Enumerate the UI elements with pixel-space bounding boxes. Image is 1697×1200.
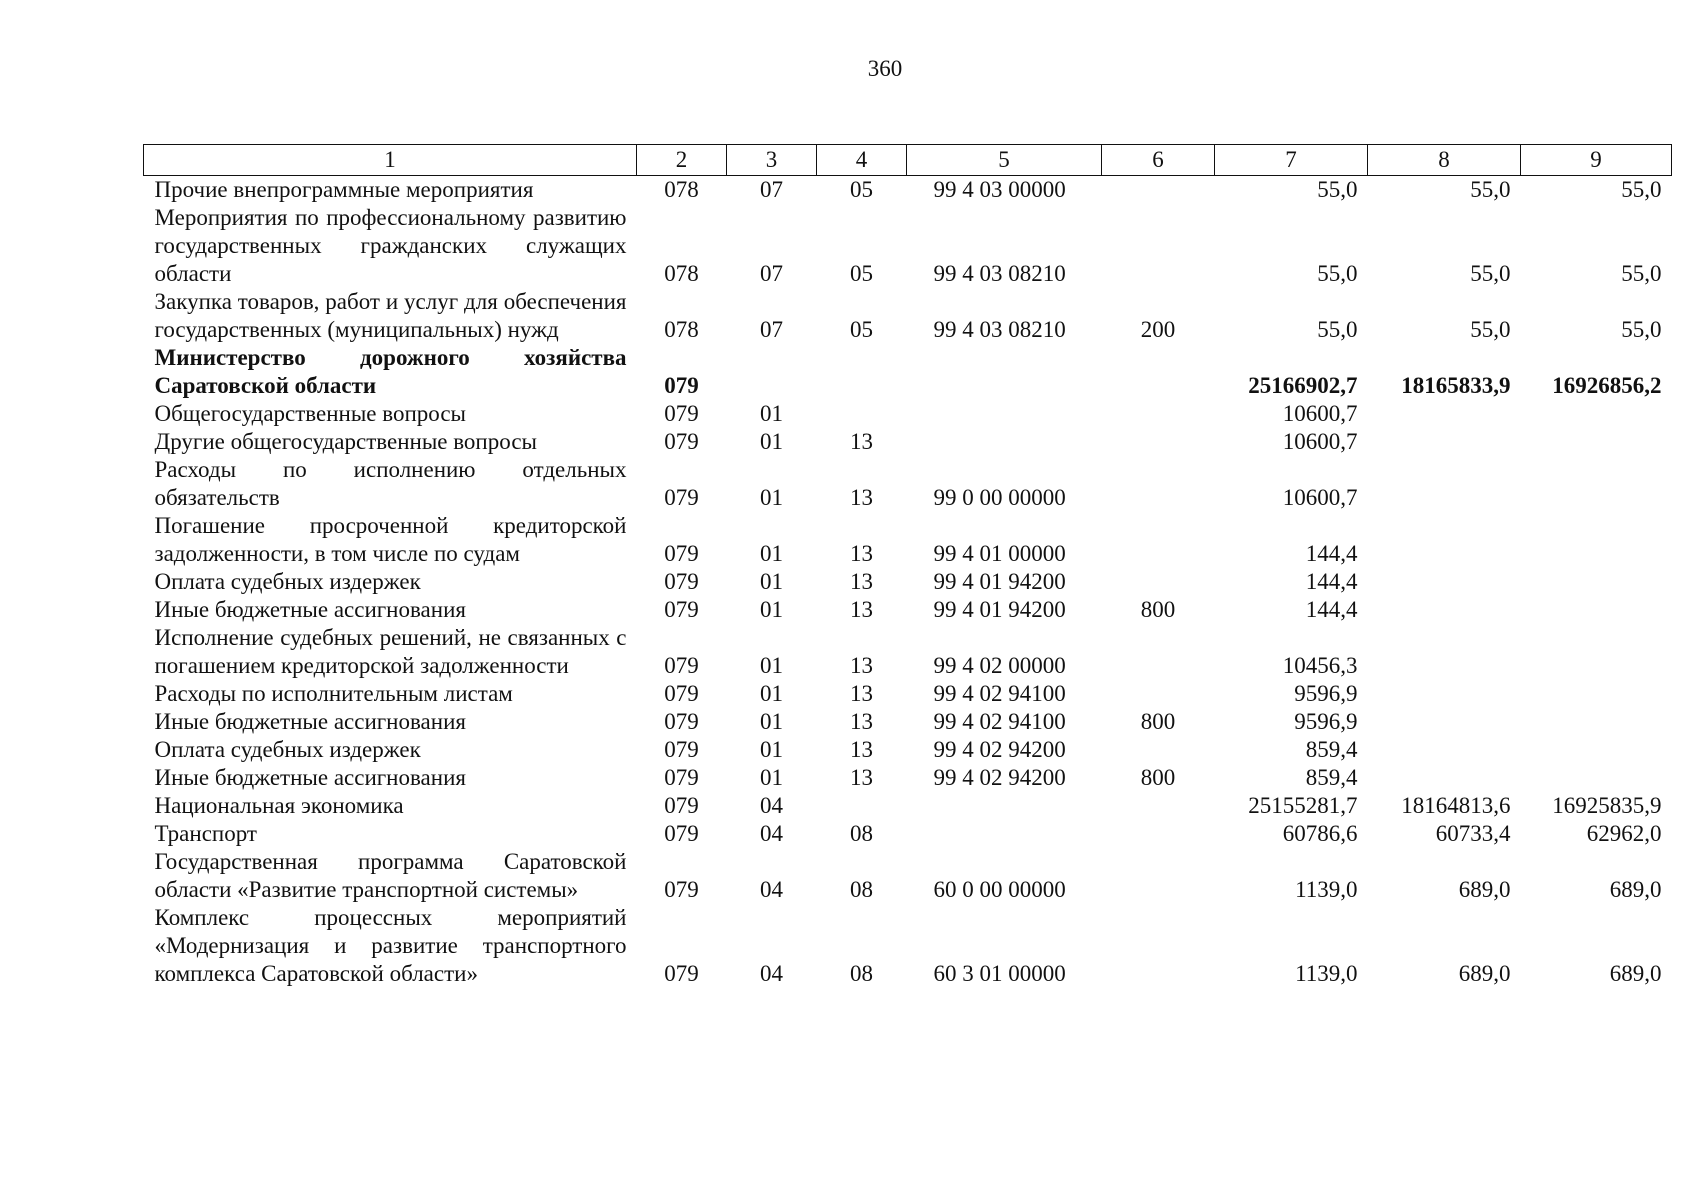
expense-type-code <box>1102 176 1215 205</box>
expense-type-code <box>1102 624 1215 680</box>
section-code: 01 <box>760 429 783 454</box>
row-name: Министерство дорожного хозяйства Саратовской области <box>154 345 627 398</box>
section-code: 01 <box>760 709 783 734</box>
section-code: 01 <box>760 737 783 762</box>
expense-type-code <box>1102 400 1215 428</box>
amount-year-3 <box>1521 708 1672 736</box>
row-name: Оплата судебных издержек <box>154 569 421 594</box>
amount-year-1: 859,4 <box>1305 765 1358 790</box>
column-header-9: 9 <box>1521 145 1672 176</box>
section-code: 04 <box>760 877 783 902</box>
amount-year-1: 144,4 <box>1305 597 1358 622</box>
column-header-4: 4 <box>817 145 907 176</box>
subsection-code: 13 <box>850 541 873 566</box>
chapter-code: 079 <box>664 821 699 846</box>
amount-year-2 <box>1368 400 1521 428</box>
target-article-code <box>907 820 1102 848</box>
expense-type-code <box>1102 428 1215 456</box>
amount-year-2 <box>1368 736 1521 764</box>
table-row <box>144 736 1672 764</box>
amount-year-1: 55,0 <box>1317 317 1358 342</box>
target-article-code: 99 4 03 00000 <box>933 177 1066 202</box>
amount-year-3: 62962,0 <box>1586 821 1662 846</box>
row-name: Транспорт <box>154 821 257 846</box>
target-article-code: 60 3 01 00000 <box>933 961 1066 986</box>
row-name: Другие общегосударственные вопросы <box>154 429 537 454</box>
amount-year-1: 10600,7 <box>1282 401 1358 426</box>
target-article-code <box>907 344 1102 400</box>
subsection-code: 13 <box>850 597 873 622</box>
table-row <box>144 176 1672 205</box>
section-code: 04 <box>760 793 783 818</box>
table-row <box>144 820 1672 848</box>
budget-table <box>143 144 1672 988</box>
table-row <box>144 204 1672 288</box>
amount-year-2 <box>1368 708 1521 736</box>
amount-year-1: 25155281,7 <box>1248 793 1358 818</box>
amount-year-3 <box>1521 596 1672 624</box>
subsection-code: 13 <box>850 569 873 594</box>
target-article-code: 99 0 00 00000 <box>933 485 1066 510</box>
target-article-code: 99 4 03 08210 <box>933 261 1066 286</box>
target-article-code: 99 4 02 94200 <box>933 737 1066 762</box>
target-article-code: 99 4 02 94100 <box>933 681 1066 706</box>
chapter-code: 079 <box>664 737 699 762</box>
subsection-code: 13 <box>850 653 873 678</box>
subsection-code: 08 <box>850 877 873 902</box>
amount-year-1: 859,4 <box>1305 737 1358 762</box>
amount-year-3 <box>1521 568 1672 596</box>
row-name: Прочие внепрограммные мероприятия <box>154 177 534 202</box>
chapter-code: 078 <box>664 317 699 342</box>
chapter-code: 079 <box>664 793 699 818</box>
amount-year-2: 55,0 <box>1470 261 1511 286</box>
row-name: Общегосударственные вопросы <box>154 401 466 426</box>
amount-year-2: 55,0 <box>1470 317 1511 342</box>
chapter-code: 079 <box>664 961 699 986</box>
table-row <box>144 596 1672 624</box>
subsection-code: 08 <box>850 821 873 846</box>
table-row <box>144 568 1672 596</box>
amount-year-1: 1139,0 <box>1295 961 1358 986</box>
amount-year-1: 1139,0 <box>1295 877 1358 902</box>
subsection-code: 13 <box>850 485 873 510</box>
target-article-code: 99 4 01 94200 <box>933 569 1066 594</box>
target-article-code <box>907 428 1102 456</box>
amount-year-3: 16925835,9 <box>1552 793 1662 818</box>
amount-year-1: 10600,7 <box>1282 429 1358 454</box>
table-row <box>144 708 1672 736</box>
amount-year-3 <box>1521 680 1672 708</box>
subsection-code: 08 <box>850 961 873 986</box>
amount-year-3 <box>1521 400 1672 428</box>
amount-year-1: 55,0 <box>1317 261 1358 286</box>
amount-year-2 <box>1368 456 1521 512</box>
expense-type-code <box>1102 820 1215 848</box>
amount-year-3: 55,0 <box>1621 261 1662 286</box>
row-name: Комплекс процессных мероприятий «Модернизация и развитие транспортного комплекса Саратовской области» <box>154 905 627 986</box>
amount-year-2: 18165833,9 <box>1401 373 1511 398</box>
amount-year-1: 10456,3 <box>1282 653 1358 678</box>
target-article-code: 99 4 02 94200 <box>933 765 1066 790</box>
table-row <box>144 512 1672 568</box>
section-code: 01 <box>760 541 783 566</box>
expense-type-code: 800 <box>1140 709 1176 734</box>
column-header-8: 8 <box>1368 145 1521 176</box>
section-code: 01 <box>760 765 783 790</box>
table-row <box>144 792 1672 820</box>
section-code: 04 <box>760 961 783 986</box>
table-row <box>144 344 1672 400</box>
amount-year-3 <box>1521 456 1672 512</box>
table-row <box>144 428 1672 456</box>
subsection-code: 13 <box>850 681 873 706</box>
expense-type-code: 200 <box>1140 317 1176 342</box>
table-body <box>144 176 1672 989</box>
column-header-3: 3 <box>727 145 817 176</box>
amount-year-2 <box>1368 624 1521 680</box>
amount-year-3 <box>1521 764 1672 792</box>
target-article-code: 99 4 01 00000 <box>933 541 1066 566</box>
expense-type-code: 800 <box>1140 765 1176 790</box>
expense-type-code <box>1102 680 1215 708</box>
amount-year-2 <box>1368 512 1521 568</box>
subsection-code <box>817 344 907 400</box>
amount-year-1: 25166902,7 <box>1248 373 1358 398</box>
column-header-6: 6 <box>1102 145 1215 176</box>
amount-year-2: 689,0 <box>1458 961 1511 986</box>
row-name: Национальная экономика <box>154 793 404 818</box>
target-article-code: 99 4 03 08210 <box>933 317 1066 342</box>
chapter-code: 079 <box>664 429 699 454</box>
amount-year-2 <box>1368 764 1521 792</box>
chapter-code: 079 <box>664 877 699 902</box>
section-code: 01 <box>760 597 783 622</box>
expense-type-code <box>1102 456 1215 512</box>
row-name: Иные бюджетные ассигнования <box>154 709 466 734</box>
expense-type-code <box>1102 204 1215 288</box>
subsection-code: 13 <box>850 765 873 790</box>
row-name: Мероприятия по профессиональному развитию государственных гражданских служащих области <box>154 205 627 286</box>
chapter-code: 078 <box>664 177 699 202</box>
expense-type-code <box>1102 792 1215 820</box>
column-header-7: 7 <box>1215 145 1368 176</box>
amount-year-2 <box>1368 568 1521 596</box>
section-code <box>727 344 817 400</box>
expense-type-code <box>1102 904 1215 988</box>
expense-type-code <box>1102 848 1215 904</box>
section-code: 04 <box>760 821 783 846</box>
row-name: Иные бюджетные ассигнования <box>154 765 466 790</box>
amount-year-3: 55,0 <box>1621 177 1662 202</box>
expense-type-code <box>1102 344 1215 400</box>
target-article-code <box>907 400 1102 428</box>
chapter-code: 078 <box>664 261 699 286</box>
page-number: 360 <box>867 56 903 81</box>
amount-year-1: 9596,9 <box>1294 709 1358 734</box>
chapter-code: 079 <box>664 485 699 510</box>
subsection-code <box>817 792 907 820</box>
target-article-code: 99 4 02 94100 <box>933 709 1066 734</box>
amount-year-2: 689,0 <box>1458 877 1511 902</box>
amount-year-3 <box>1521 624 1672 680</box>
expense-type-code <box>1102 736 1215 764</box>
table-row <box>144 288 1672 344</box>
table-header-row <box>144 145 1672 176</box>
table-row <box>144 848 1672 904</box>
table-row <box>144 680 1672 708</box>
expense-type-code <box>1102 568 1215 596</box>
chapter-code: 079 <box>664 709 699 734</box>
chapter-code: 079 <box>664 597 699 622</box>
amount-year-2 <box>1368 680 1521 708</box>
amount-year-1: 144,4 <box>1305 541 1358 566</box>
section-code: 07 <box>760 317 783 342</box>
amount-year-2 <box>1368 428 1521 456</box>
section-code: 01 <box>760 401 783 426</box>
table-row <box>144 400 1672 428</box>
amount-year-1: 60786,6 <box>1282 821 1358 846</box>
amount-year-3: 16926856,2 <box>1552 373 1662 398</box>
section-code: 01 <box>760 485 783 510</box>
target-article-code <box>907 792 1102 820</box>
subsection-code: 05 <box>850 261 873 286</box>
table-row <box>144 456 1672 512</box>
amount-year-3 <box>1521 736 1672 764</box>
section-code: 07 <box>760 177 783 202</box>
chapter-code: 079 <box>664 541 699 566</box>
subsection-code: 13 <box>850 429 873 454</box>
amount-year-2: 18164813,6 <box>1401 793 1511 818</box>
amount-year-1: 10600,7 <box>1282 485 1358 510</box>
expense-type-code <box>1102 512 1215 568</box>
amount-year-1: 144,4 <box>1305 569 1358 594</box>
table-row <box>144 624 1672 680</box>
expense-type-code: 800 <box>1140 597 1176 622</box>
column-header-2: 2 <box>637 145 727 176</box>
amount-year-2: 60733,4 <box>1435 821 1511 846</box>
amount-year-3: 689,0 <box>1609 961 1662 986</box>
chapter-code: 079 <box>664 765 699 790</box>
amount-year-1: 9596,9 <box>1294 681 1358 706</box>
row-name: Расходы по исполнительным листам <box>154 681 513 706</box>
row-name: Иные бюджетные ассигнования <box>154 597 466 622</box>
section-code: 07 <box>760 261 783 286</box>
chapter-code: 079 <box>664 569 699 594</box>
column-header-5: 5 <box>907 145 1102 176</box>
row-name: Погашение просроченной кредиторской задолженности, в том числе по судам <box>154 513 627 566</box>
section-code: 01 <box>760 653 783 678</box>
amount-year-2: 55,0 <box>1470 177 1511 202</box>
subsection-code: 13 <box>850 709 873 734</box>
amount-year-3: 55,0 <box>1621 317 1662 342</box>
amount-year-3 <box>1521 512 1672 568</box>
subsection-code <box>817 400 907 428</box>
row-name: Оплата судебных издержек <box>154 737 421 762</box>
amount-year-1: 55,0 <box>1317 177 1358 202</box>
section-code: 01 <box>760 681 783 706</box>
subsection-code: 05 <box>850 317 873 342</box>
amount-year-3: 689,0 <box>1609 877 1662 902</box>
subsection-code: 13 <box>850 737 873 762</box>
column-header-1: 1 <box>144 145 637 176</box>
row-name: Расходы по исполнению отдельных обязательств <box>154 457 627 510</box>
table-row <box>144 764 1672 792</box>
section-code: 01 <box>760 569 783 594</box>
chapter-code: 079 <box>664 373 699 398</box>
row-name: Исполнение судебных решений, не связанных с погашением кредиторской задолженности <box>154 625 627 678</box>
amount-year-3 <box>1521 428 1672 456</box>
amount-year-2 <box>1368 596 1521 624</box>
row-name: Государственная программа Саратовской области «Развитие транспортной системы» <box>154 849 627 902</box>
chapter-code: 079 <box>664 653 699 678</box>
target-article-code: 60 0 00 00000 <box>933 877 1066 902</box>
table-row <box>144 904 1672 988</box>
row-name: Закупка товаров, работ и услуг для обеспечения государственных (муниципальных) нужд <box>154 289 627 342</box>
target-article-code: 99 4 02 00000 <box>933 653 1066 678</box>
chapter-code: 079 <box>664 401 699 426</box>
chapter-code: 079 <box>664 681 699 706</box>
subsection-code: 05 <box>850 177 873 202</box>
target-article-code: 99 4 01 94200 <box>933 597 1066 622</box>
